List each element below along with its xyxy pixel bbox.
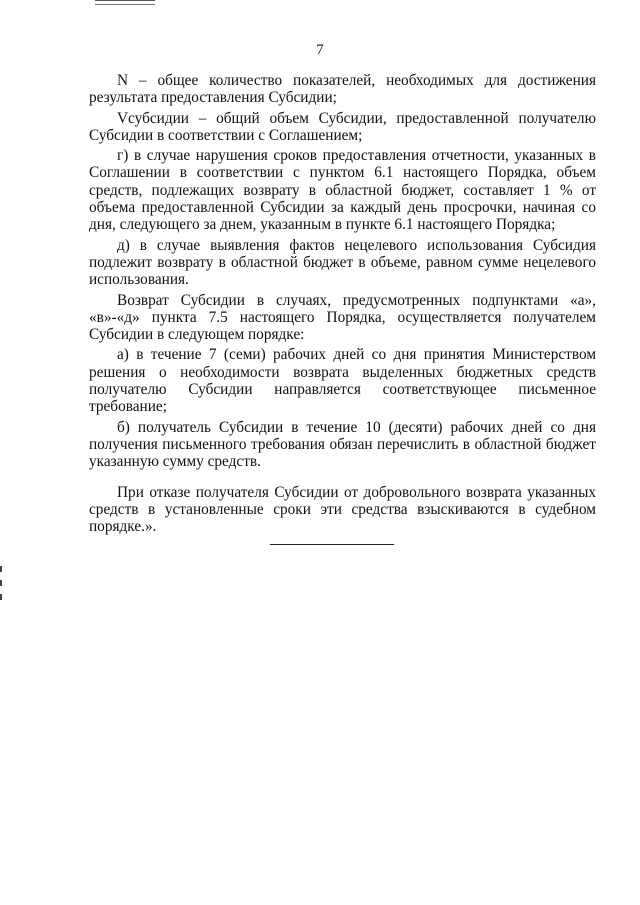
paragraph-item-g: г) в случае нарушения сроков предоставления отчетности, указанных в Соглашении в соответствии с пунктом 6.1 настоящего Порядка, объем средств, подлежащих возврату в областной бюджет, составляет 1 % от объема предоставленной Субсидии за каждый день просрочки, начиная со дня, следующего за днем, указанным в пункте 6.1 настоящего Порядка; [89, 147, 596, 234]
paragraph-item-b: б) получатель Субсидии в течение 10 (десяти) рабочих дней со дня получения письменного требования обязан перечислить в областной бюджет указанную сумму средств. [89, 418, 596, 471]
edge-mark [0, 580, 2, 586]
paragraph-item-d: д) в случае выявления фактов нецелевого использования Субсидия подлежит возврату в областной бюджет в объеме, равном сумме нецелевого использования. [89, 236, 596, 289]
paragraph-court-recovery: При отказе получателя Субсидии от добровольного возврата указанных средств в установленные сроки эти средства взыскиваются в судебном порядке.». [89, 483, 596, 536]
top-edge-mark [95, 0, 155, 5]
edge-mark [0, 566, 2, 572]
paragraph-return-procedure: Возврат Субсидии в случаях, предусмотренных подпунктами «а», «в»-«д» пункта 7.5 настоящего Порядка, осуществляется получателем Субсидии в следующем порядке: [89, 291, 596, 344]
document-body [89, 72, 596, 538]
page-number: 7 [316, 42, 324, 58]
end-of-text-rule [270, 544, 394, 545]
paragraph-v-definition: Vсубсидии – общий объем Субсидии, предоставленной получателю Субсидии в соответствии с Соглашением; [89, 109, 596, 144]
edge-mark [0, 594, 2, 600]
left-edge-marks [0, 566, 3, 606]
paragraph-item-a: а) в течение 7 (семи) рабочих дней со дня принятия Министерством решения о необходимости возврата выделенных бюджетных средств получателю Субсидии направляется соответствующее письменное требование; [89, 346, 596, 416]
paragraph-n-definition: N – общее количество показателей, необходимых для достижения результата предоставления Субсидии; [89, 72, 596, 107]
